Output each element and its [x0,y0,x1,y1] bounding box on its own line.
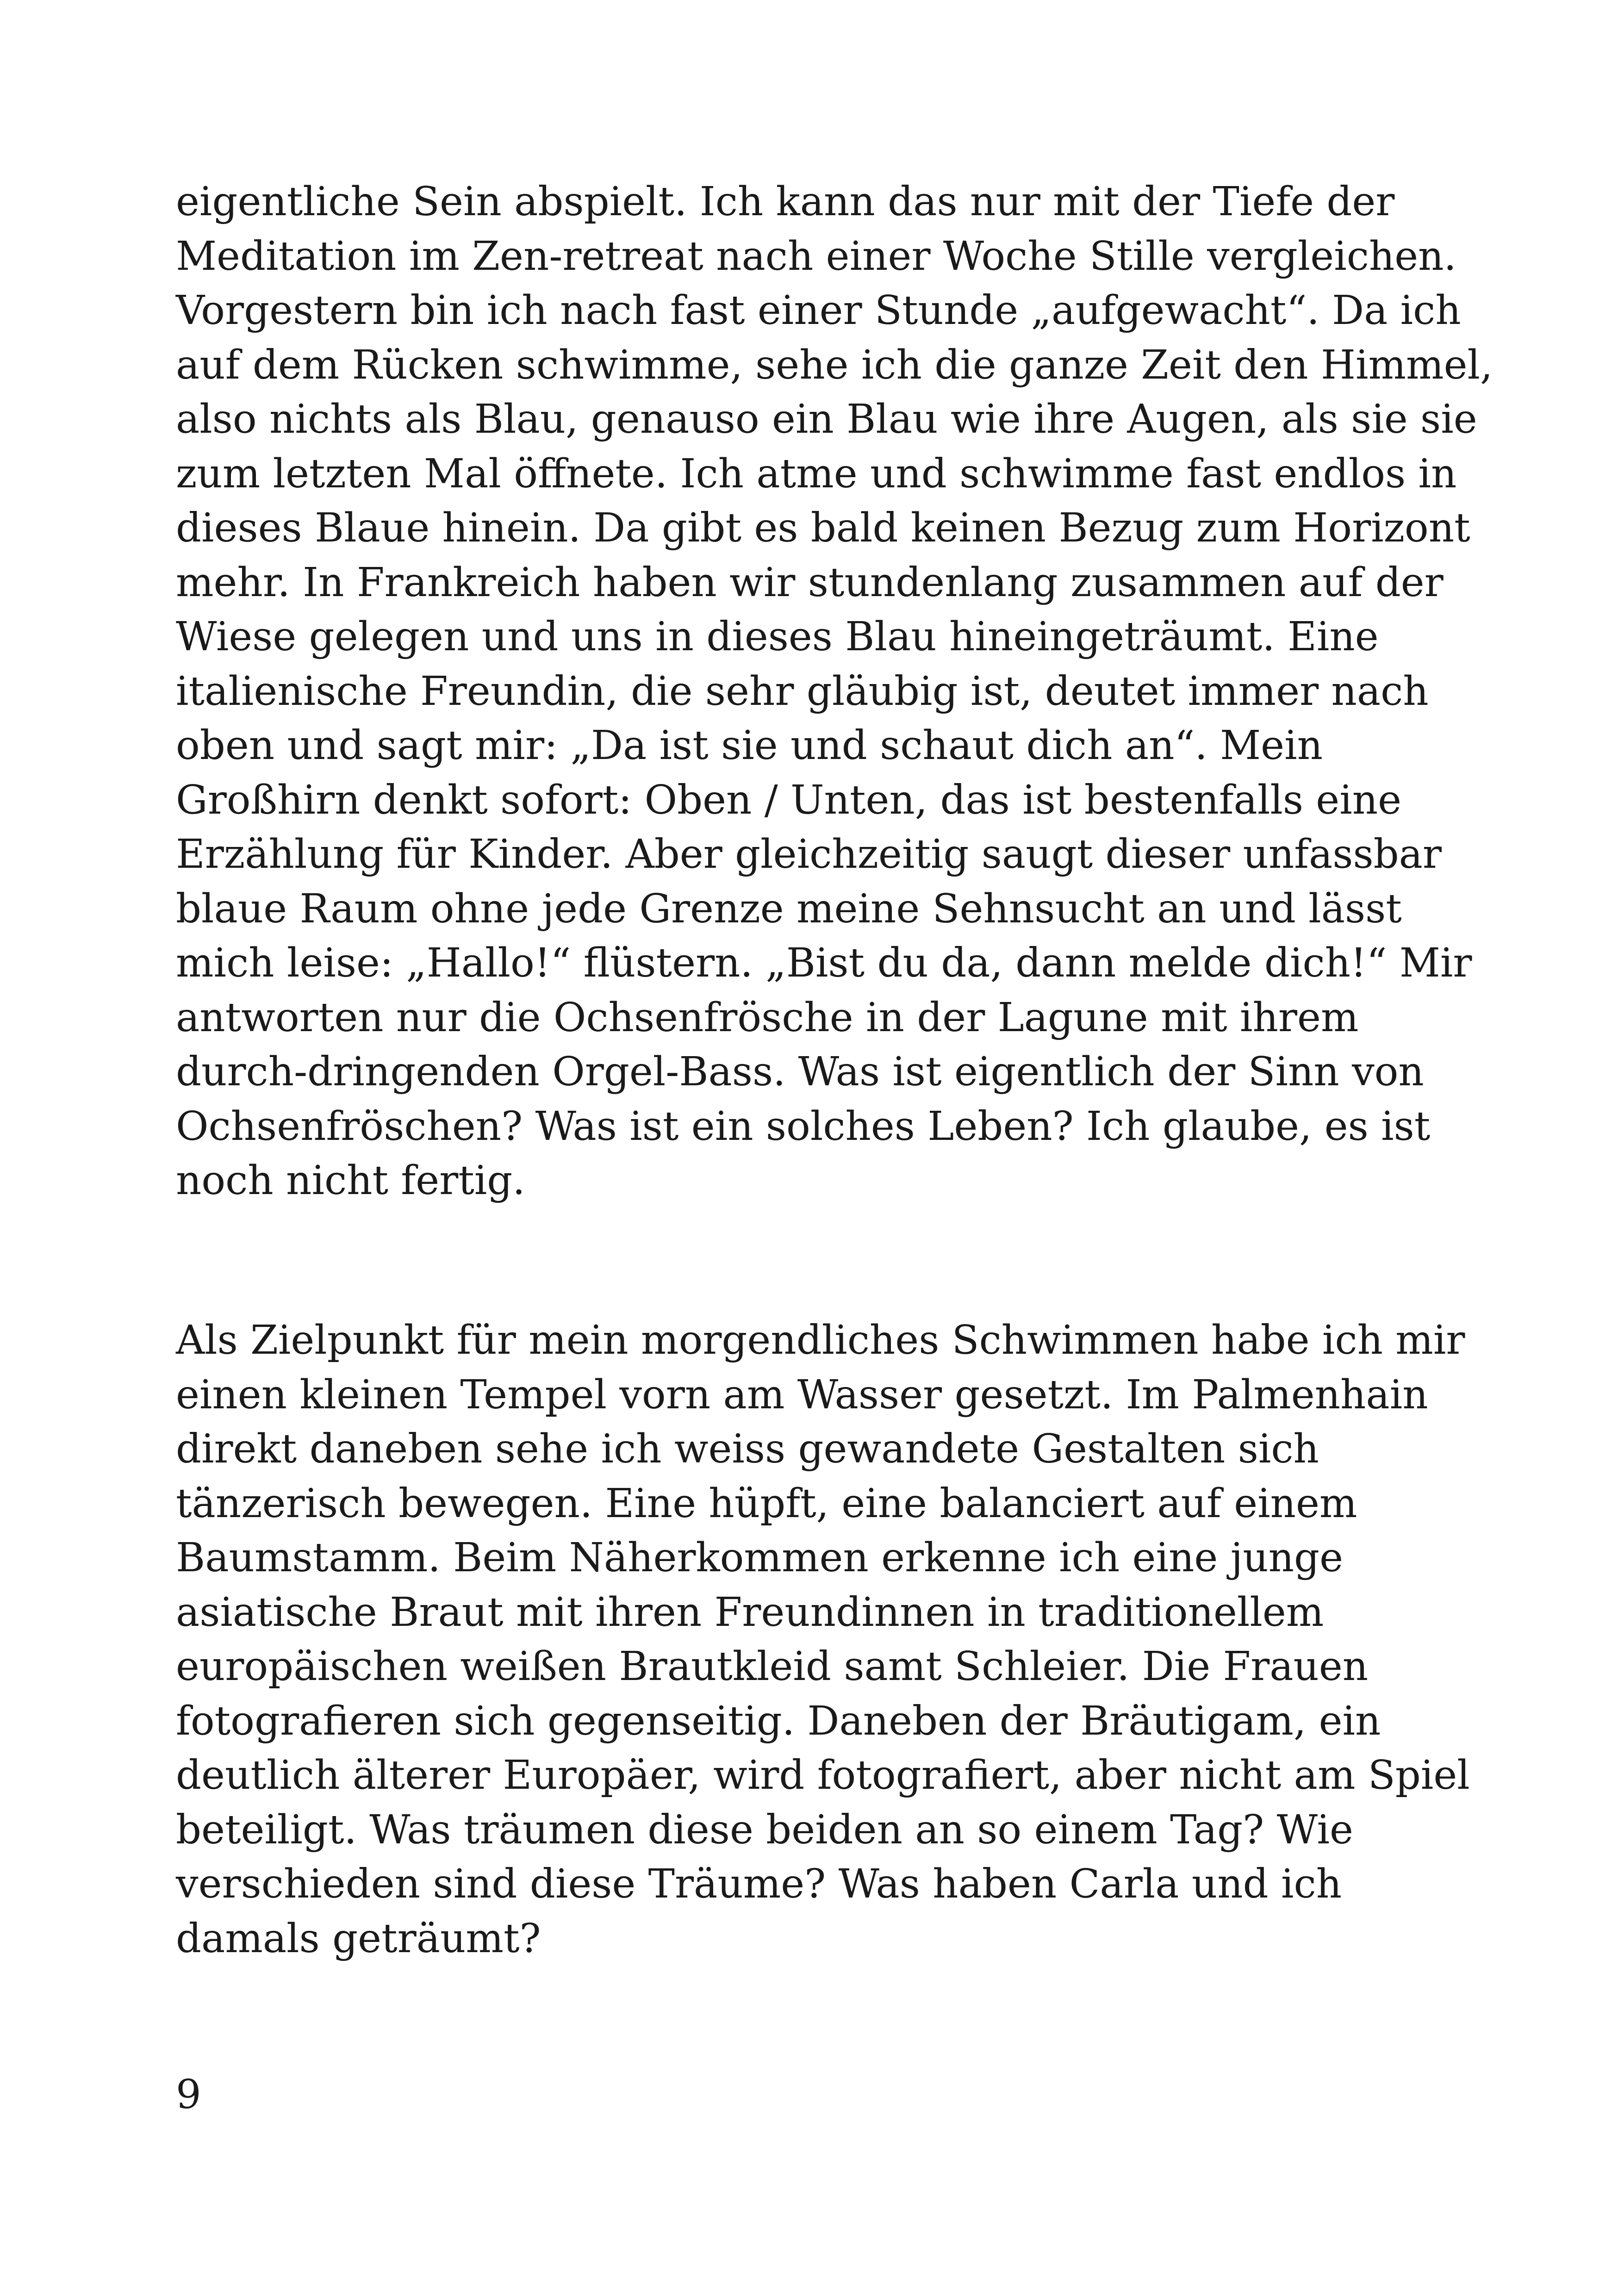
text-line: blaue Raum ohne jede Grenze meine Sehnsucht an und lässt [176,885,1402,932]
text-line: fotografieren sich gegenseitig. Daneben der Bräutigam, ein [176,1698,1381,1744]
text-line: noch nicht fertig. [176,1157,525,1204]
text-line: dieses Blaue hinein. Da gibt es bald keinen Bezug zum Horizont [176,505,1470,551]
text-line: Großhirn denkt sofort: Oben / Unten, das ist bestenfalls eine [176,777,1401,823]
paragraph-2 [176,1313,1470,1966]
text-line: mehr. In Frankreich haben wir stundenlang zusammen auf der [176,559,1444,606]
text-line: oben und sagt mir: „Da ist sie und schaut dich an“. Mein [176,722,1323,769]
text-line: asiatische Braut mit ihren Freundinnen in traditionellem [176,1589,1324,1636]
text-line: italienische Freundin, die sehr gläubig ist, deutet immer nach [176,668,1429,715]
text-line: also nichts als Blau, genauso ein Blau wie ihre Augen, als sie sie [176,396,1477,442]
text-line: Wiese gelegen und uns in dieses Blau hineingeträumt. Eine [176,614,1379,660]
page-number: 9 [176,2072,201,2118]
text-line: Vorgestern bin ich nach fast einer Stunde „aufgewacht“. Da ich [176,287,1461,334]
text-line: direkt daneben sehe ich weiss gewandete Gestalten sich [176,1426,1319,1472]
text-line: Erzählung für Kinder. Aber gleichzeitig saugt dieser unfassbar [176,831,1442,877]
text-line: antworten nur die Ochsenfrösche in der Lagune mit ihrem [176,994,1359,1041]
text-line: beteiligt. Was träumen diese beiden an so einem Tag? Wie [176,1806,1353,1853]
text-line: verschieden sind diese Träume? Was haben Carla und ich [176,1861,1342,1907]
text-line: eigentliche Sein abspielt. Ich kann das nur mit der Tiefe der [176,179,1395,225]
text-line: tänzerisch bewegen. Eine hüpft, eine balanciert auf einem [176,1480,1357,1527]
text-line: deutlich älterer Europäer, wird fotografiert, aber nicht am Spiel [176,1752,1470,1798]
text-line: Als Zielpunkt für mein morgendliches Schwimmen habe ich mir [176,1317,1465,1363]
text-line: auf dem Rücken schwimme, sehe ich die ganze Zeit den Himmel, [176,342,1493,388]
paragraph-1 [176,175,1493,1208]
text-line: Ochsenfröschen? Was ist ein solches Leben? Ich glaube, es ist [176,1103,1431,1150]
text-line: mich leise: „Hallo!“ flüstern. „Bist du da, dann melde dich!“ Mir [176,940,1472,986]
text-line: Baumstamm. Beim Näherkommen erkenne ich eine junge [176,1535,1343,1581]
text-line: Meditation im Zen-retreat nach einer Woche Stille vergleichen. [176,233,1456,280]
text-line: zum letzten Mal öffnete. Ich atme und schwimme fast endlos in [176,450,1457,497]
text-line: einen kleinen Tempel vorn am Wasser gesetzt. Im Palmenhain [176,1371,1428,1418]
text-line: europäischen weißen Brautkleid samt Schleier. Die Frauen [176,1643,1369,1690]
text-line: durch-dringenden Orgel-Bass. Was ist eigentlich der Sinn von [176,1049,1424,1095]
text-line: damals geträumt? [176,1915,541,1962]
